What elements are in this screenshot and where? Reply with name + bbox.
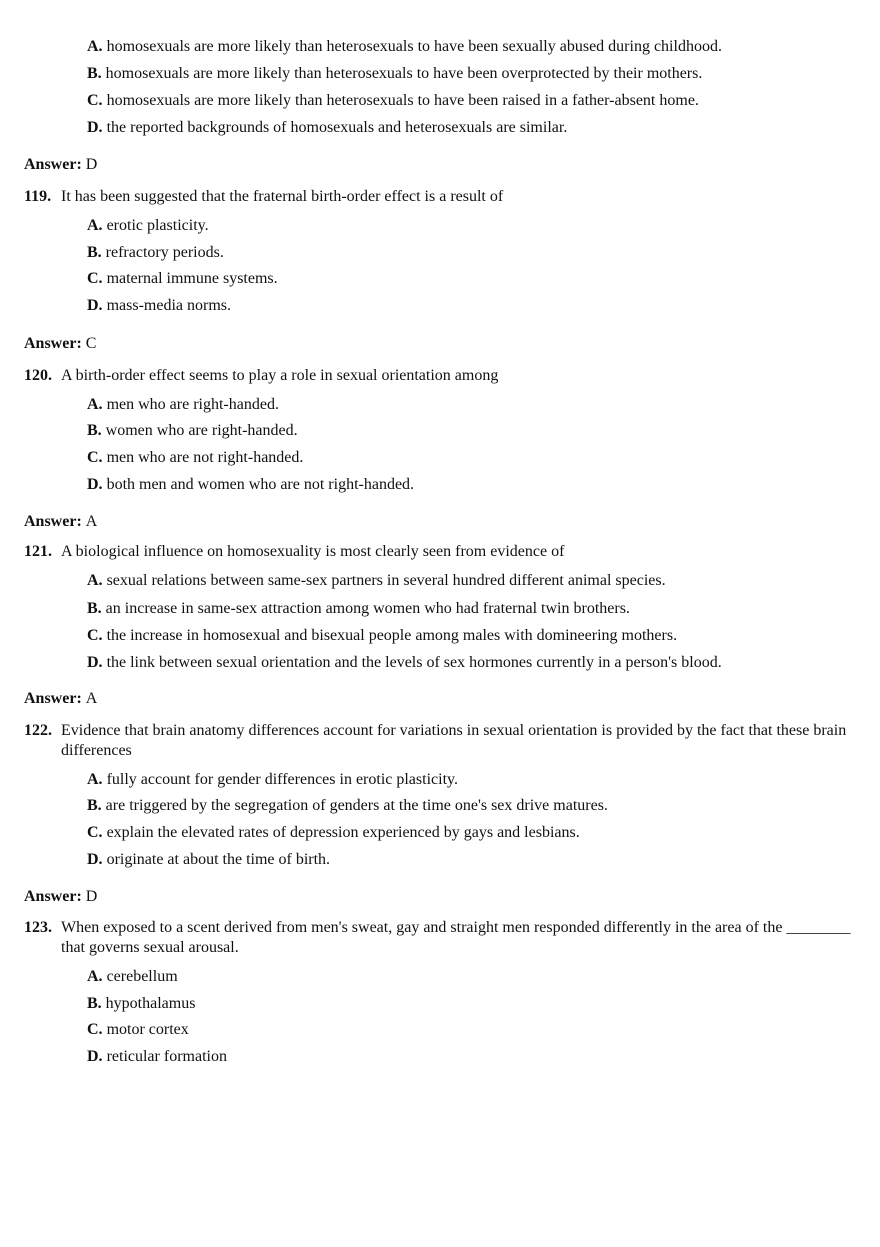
option-text: mass-media norms. bbox=[106, 297, 231, 314]
question-text: A birth-order effect seems to play a role in sexual orientation among bbox=[61, 367, 499, 384]
q119-option-b bbox=[87, 242, 224, 264]
q123-option-b bbox=[87, 993, 195, 1015]
q122-option-d bbox=[87, 849, 330, 871]
q118-option-b bbox=[87, 63, 702, 85]
option-text: reticular formation bbox=[106, 1048, 227, 1065]
option-letter: D. bbox=[87, 476, 103, 493]
option-text: an increase in same-sex attraction among women who had fraternal twin brothers. bbox=[105, 600, 630, 617]
option-letter: C. bbox=[87, 92, 103, 109]
answer-label: Answer: bbox=[24, 888, 82, 905]
answer-value: A bbox=[85, 513, 98, 530]
q123-option-c bbox=[87, 1019, 189, 1041]
option-letter: D. bbox=[87, 119, 103, 136]
option-letter: A. bbox=[87, 572, 103, 589]
answer-value: A bbox=[85, 690, 98, 707]
q122-option-b bbox=[87, 795, 608, 817]
option-text: are triggered by the segregation of genders at the time one's sex drive matures. bbox=[105, 797, 608, 814]
question-text: Evidence that brain anatomy differences account for variations in sexual orientation is provided by the fact that these brain differences bbox=[61, 722, 847, 759]
answer-label: Answer: bbox=[24, 335, 82, 352]
option-letter: B. bbox=[87, 995, 102, 1012]
question-number: 123. bbox=[24, 919, 52, 936]
option-text: motor cortex bbox=[106, 1021, 189, 1038]
q122-answer bbox=[24, 886, 97, 908]
q122-option-c bbox=[87, 822, 580, 844]
answer-value: D bbox=[85, 156, 98, 173]
question-123 bbox=[24, 918, 854, 958]
q119-answer bbox=[24, 333, 96, 355]
option-letter: C. bbox=[87, 1021, 103, 1038]
option-letter: A. bbox=[87, 217, 103, 234]
option-text: homosexuals are more likely than heterosexuals to have been overprotected by their mothers. bbox=[105, 65, 703, 82]
option-letter: C. bbox=[87, 449, 103, 466]
option-letter: A. bbox=[87, 771, 103, 788]
option-letter: C. bbox=[87, 627, 103, 644]
q118-option-a bbox=[87, 36, 722, 58]
q121-option-c bbox=[87, 625, 677, 647]
q119-option-a bbox=[87, 215, 209, 237]
option-letter: D. bbox=[87, 654, 103, 671]
q120-option-a bbox=[87, 394, 279, 416]
question-number: 119. bbox=[24, 188, 52, 205]
option-letter: D. bbox=[87, 297, 103, 314]
q118-option-c bbox=[87, 90, 699, 112]
q120-option-c bbox=[87, 447, 303, 469]
answer-label: Answer: bbox=[24, 690, 82, 707]
option-text: men who are not right-handed. bbox=[106, 449, 304, 466]
option-text: women who are right-handed. bbox=[105, 422, 298, 439]
option-text: explain the elevated rates of depression experienced by gays and lesbians. bbox=[106, 824, 580, 841]
q120-answer bbox=[24, 511, 97, 533]
question-119 bbox=[24, 187, 854, 207]
option-letter: A. bbox=[87, 396, 103, 413]
question-number: 122. bbox=[24, 722, 52, 739]
option-text: hypothalamus bbox=[105, 995, 196, 1012]
q123-option-d bbox=[87, 1046, 227, 1068]
option-text: refractory periods. bbox=[105, 244, 224, 261]
question-text: When exposed to a scent derived from men's sweat, gay and straight men responded differently in the area of the ________ that governs sexual arousal. bbox=[61, 919, 851, 956]
question-text: It has been suggested that the fraternal birth-order effect is a result of bbox=[61, 188, 504, 205]
option-text: cerebellum bbox=[106, 968, 178, 985]
option-letter: A. bbox=[87, 968, 103, 985]
q118-option-d bbox=[87, 117, 567, 139]
option-text: originate at about the time of birth. bbox=[106, 851, 331, 868]
q123-option-a bbox=[87, 966, 178, 988]
option-letter: D. bbox=[87, 851, 103, 868]
option-letter: B. bbox=[87, 65, 102, 82]
option-text: both men and women who are not right-handed. bbox=[106, 476, 415, 493]
q121-answer bbox=[24, 688, 97, 710]
question-122 bbox=[24, 721, 854, 761]
answer-value: C bbox=[85, 335, 97, 352]
option-letter: A. bbox=[87, 38, 103, 55]
option-text: erotic plasticity. bbox=[106, 217, 209, 234]
q118-answer bbox=[24, 154, 97, 176]
option-letter: B. bbox=[87, 244, 102, 261]
option-letter: B. bbox=[87, 422, 102, 439]
q121-option-d bbox=[87, 652, 722, 674]
q120-option-b bbox=[87, 420, 298, 442]
q121-option-b bbox=[87, 598, 630, 620]
q122-option-a bbox=[87, 769, 458, 791]
option-text: men who are right-handed. bbox=[106, 396, 279, 413]
question-121 bbox=[24, 542, 854, 562]
question-text: A biological influence on homosexuality is most clearly seen from evidence of bbox=[61, 543, 565, 560]
option-text: homosexuals are more likely than heterosexuals to have been raised in a father-absent home. bbox=[106, 92, 699, 109]
answer-label: Answer: bbox=[24, 513, 82, 530]
answer-value: D bbox=[85, 888, 98, 905]
q120-option-d bbox=[87, 474, 414, 496]
option-letter: C. bbox=[87, 824, 103, 841]
option-text: the reported backgrounds of homosexuals and heterosexuals are similar. bbox=[106, 119, 568, 136]
q121-option-a bbox=[87, 570, 666, 592]
option-text: homosexuals are more likely than heterosexuals to have been sexually abused during childhood. bbox=[106, 38, 722, 55]
option-letter: D. bbox=[87, 1048, 103, 1065]
option-text: the link between sexual orientation and the levels of sex hormones currently in a person's blood. bbox=[106, 654, 722, 671]
option-text: maternal immune systems. bbox=[106, 270, 278, 287]
option-text: fully account for gender differences in erotic plasticity. bbox=[106, 771, 458, 788]
answer-label: Answer: bbox=[24, 156, 82, 173]
option-letter: C. bbox=[87, 270, 103, 287]
question-number: 121. bbox=[24, 543, 52, 560]
option-letter: B. bbox=[87, 797, 102, 814]
q119-option-d bbox=[87, 295, 231, 317]
option-text: the increase in homosexual and bisexual people among males with domineering mothers. bbox=[106, 627, 678, 644]
option-letter: B. bbox=[87, 600, 102, 617]
option-text: sexual relations between same-sex partners in several hundred different animal species. bbox=[106, 572, 666, 589]
q119-option-c bbox=[87, 268, 278, 290]
question-120 bbox=[24, 366, 854, 386]
question-number: 120. bbox=[24, 367, 52, 384]
